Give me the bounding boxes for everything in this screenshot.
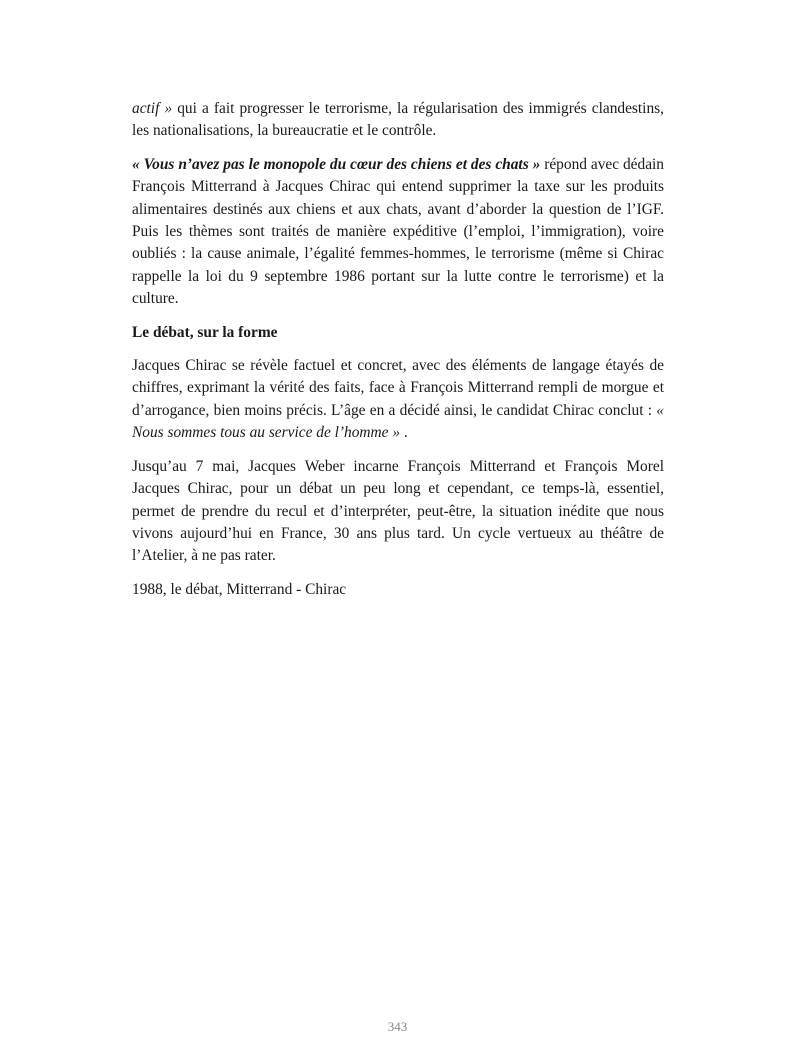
tags-line: 1988, le débat, Mitterrand - Chirac: [132, 580, 347, 598]
paragraph-1: [132, 98, 664, 143]
paragraph-3-quote: « Nous sommes tous au service de l’homme »: [132, 401, 664, 442]
paragraph-2: [132, 154, 664, 311]
paragraph-1-text: qui a fait progresser le terrorisme, la régularisation des immigrés clandestins, les nationalisations, la bureaucratie et le contrôle.: [132, 100, 664, 140]
paragraph-3-end: .: [400, 424, 408, 442]
page-number: 343: [387, 1019, 408, 1034]
paragraph-4: Jusqu’au 7 mai, Jacques Weber incarne François Mitterrand et François Morel Jacques Chirac, pour un débat un peu long et cependant, ce temps-là, essentiel, permet de prendre du recul et d’interpréter, peut-être, la situation inédite que nous vivons aujourd’hui en France, 30 ans plus tard. Un cycle vertueux au théâtre de l’Atelier, à ne pas rater.: [132, 457, 664, 565]
paragraph-3-text: Jacques Chirac se révèle factuel et concret, avec des éléments de langage étayés de chiffres, exprimant la vérité des faits, face à François Mitterrand rempli de morgue et d’arrogance, bien moins précis. L’âge en a décidé ainsi, le candidat Chirac conclut :: [132, 357, 664, 419]
paragraph-2-quote: « Vous n’avez pas le monopole du cœur des chiens et des chats »: [132, 155, 541, 173]
paragraph-2-text: répond avec dédain François Mitterrand à Jacques Chirac qui entend supprimer la taxe sur les produits alimentaires destinés aux chiens et aux chats, avant d’aborder la question de l’IGF. Puis les thèmes sont traités de manière expéditive (l’emploi, l’immigration), voire oubliés : la cause animale, l’égalité femmes-hommes, le terrorisme (même si Chirac rappelle la loi du 9 septembre 1986 portant sur la lutte contre le terrorisme) et la culture.: [132, 155, 665, 308]
section-heading: Le débat, sur la forme: [132, 323, 278, 341]
paragraph-3: [132, 355, 664, 445]
paragraph-1-italic-start: actif »: [132, 100, 173, 117]
page-body: [132, 98, 664, 612]
